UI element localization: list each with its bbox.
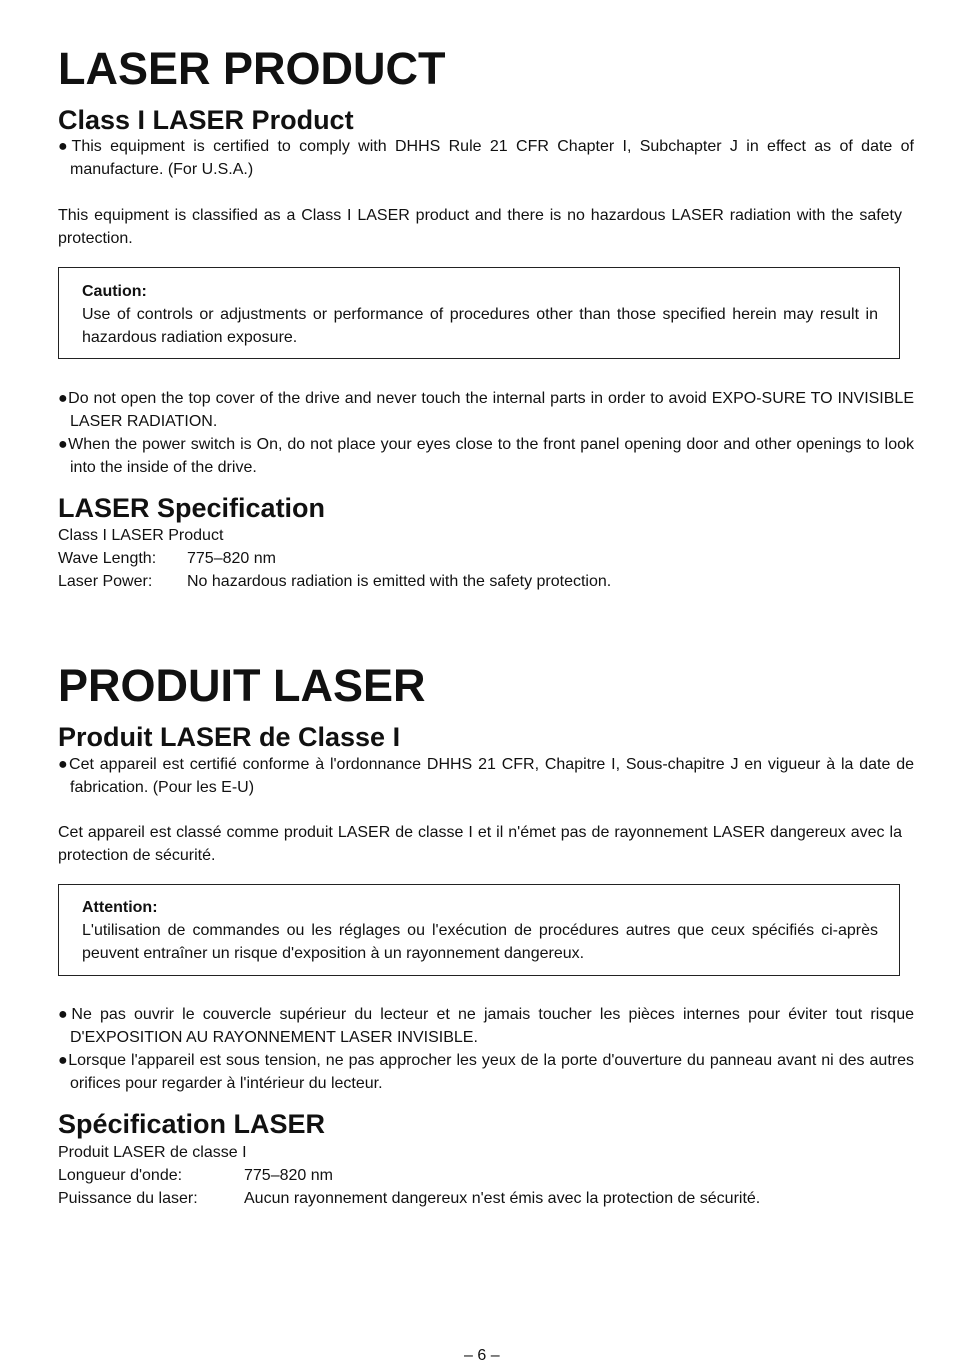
english-spec-power-value: No hazardous radiation is emitted with the safety protection.	[187, 573, 612, 590]
french-attention-text: L'utilisation de commandes ou les réglages ou l'exécution de procédures autres que ceux spécifiés ci-après peuvent entraîner un risque d'exposition à un rayonnement dangereux.	[82, 922, 878, 962]
french-spec-power-label: Puissance du laser:	[58, 1190, 198, 1207]
french-spec-class: Produit LASER de classe I	[58, 1144, 247, 1161]
english-spec-wave-label: Wave Length:	[58, 550, 157, 567]
french-spec-wavelength	[58, 1164, 333, 1187]
english-power-switch-bullet: ●When the power switch is On, do not place your eyes close to the front panel opening door and other openings to look into the inside of the drive.	[58, 436, 914, 476]
french-class-heading: Produit LASER de Classe I	[58, 722, 401, 752]
french-spec-heading: Spécification LASER	[58, 1109, 326, 1139]
english-caution-text: Use of controls or adjustments or performance of procedures other than those specified herein may result in hazardous radiation exposure.	[82, 306, 878, 346]
french-attention-title: Attention:	[82, 899, 158, 916]
english-class-heading: Class I LASER Product	[58, 105, 354, 135]
french-classification-text: Cet appareil est classé comme produit LASER de classe I et il n'émet pas de rayonnement LASER dangereux avec la protection de sécurité.	[58, 824, 902, 864]
english-spec-heading: LASER Specification	[58, 493, 326, 523]
english-title: LASER PRODUCT	[58, 43, 446, 94]
english-spec-power-label: Laser Power:	[58, 573, 153, 590]
english-caution-box	[58, 267, 900, 359]
french-power-bullet: ●Lorsque l'appareil est sous tension, ne pas approcher les yeux de la porte d'ouverture du panneau avant ni des autres orifices pour regarder à l'intérieur du lecteur.	[58, 1052, 914, 1092]
english-spec-wave-value: 775–820 nm	[187, 550, 276, 567]
french-spec-wave-label: Longueur d'onde:	[58, 1167, 183, 1184]
french-spec-power	[58, 1187, 760, 1210]
english-spec-power	[58, 570, 611, 593]
french-spec-wave-value: 775–820 nm	[244, 1167, 333, 1184]
page-number: – 6 –	[464, 1347, 500, 1364]
english-spec-class: Class I LASER Product	[58, 527, 224, 544]
english-classification-text: This equipment is classified as a Class I LASER product and there is no hazardous LASER radiation with the safety protection.	[58, 207, 902, 247]
english-certification-bullet: ●This equipment is certified to comply with DHHS Rule 21 CFR Chapter I, Subchapter J in effect as of date of manufacture. (For U.S.A.)	[58, 138, 914, 178]
french-title: PRODUIT LASER	[58, 660, 426, 711]
french-spec-power-value: Aucun rayonnement dangereux n'est émis avec la protection de sécurité.	[244, 1190, 761, 1207]
french-attention-box	[58, 884, 900, 976]
english-caution-title: Caution:	[82, 283, 147, 300]
english-open-cover-bullet: ●Do not open the top cover of the drive and never touch the internal parts in order to avoid EXPO-SURE TO INVISIBLE LASER RADIATION.	[58, 390, 914, 430]
english-spec-wavelength	[58, 547, 276, 570]
french-open-cover-bullet: ●Ne pas ouvrir le couvercle supérieur du lecteur et ne jamais toucher les pièces internes pour éviter tout risque D'EXPOSITION AU RAYONNEMENT LASER INVISIBLE.	[58, 1006, 914, 1046]
french-certification-bullet: ●Cet appareil est certifié conforme à l'ordonnance DHHS 21 CFR, Chapitre I, Sous-chapitre J en vigueur à la date de fabrication. (Pour les E-U)	[58, 756, 914, 796]
